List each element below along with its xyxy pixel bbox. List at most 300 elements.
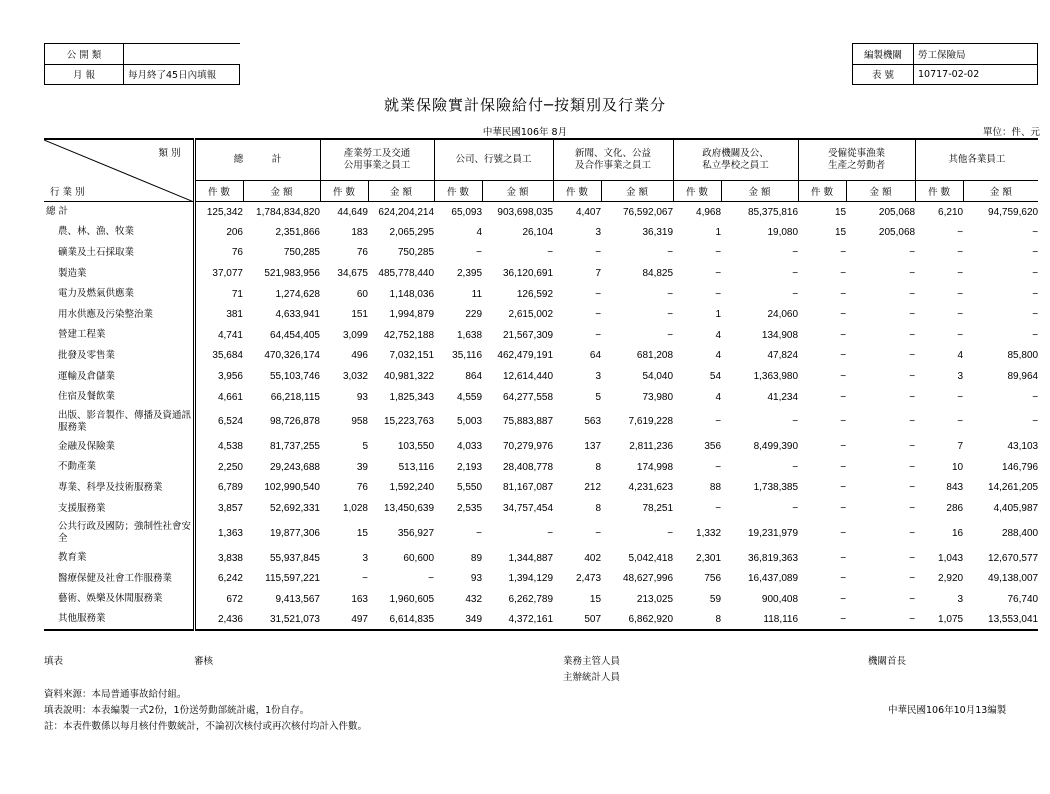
amount-cell: − [1032,309,1039,321]
count-cell: − [476,527,483,539]
count-cell: 6,524 [217,416,243,428]
row-label: 農、林、漁、牧業 [44,222,194,243]
amount-cell: − [667,329,674,341]
amount-cell: 2,351,866 [275,226,320,238]
count-cell: 1,075 [915,610,963,631]
amount-cell: 4,633,941 [275,309,320,321]
amount-cell: 750,285 [283,247,320,259]
count-cell: 151 [351,309,368,321]
group-header-line: 總 [233,154,244,165]
amount-cell: 205,068 [878,226,916,238]
amount-cell: 41,234 [767,391,799,403]
amount-cell: 1,344,887 [508,552,554,564]
footer-supervisor: 業務主管人員 [563,656,621,667]
count-cell: 1,363 [217,527,243,539]
row-label: 醫療保健及社會工作服務業 [44,568,194,589]
amount-cell: 102,990,540 [264,482,320,494]
count-cell: − [840,482,847,494]
count-cell: 59 [709,593,722,605]
count-cell: 34,675 [337,268,368,280]
amount-cell: 4,372,161 [482,610,553,631]
amount-cell: 89,964 [1007,371,1039,383]
count-cell: 4 [476,226,483,238]
group-header-industry [320,139,434,181]
count-cell: 4 [715,350,722,362]
amount-cell: − [909,329,916,341]
count-cell: 3 [595,226,602,238]
amount-cell: 60,600 [403,552,435,564]
count-cell: 3,838 [217,552,243,564]
count-cell: 356 [704,441,722,453]
count-cell: 89 [470,552,483,564]
count-cell: 60 [356,288,368,300]
count-header: 件 數 [798,181,846,202]
group-header-company [434,139,553,181]
amount-cell: 1,394,129 [508,573,554,585]
amount-cell: 34,757,454 [502,503,554,515]
count-cell: 958 [351,416,368,428]
count-cell: 402 [584,552,602,564]
count-cell: 15 [356,527,368,539]
amount-cell: 19,231,979 [748,527,799,539]
amount-cell: 24,060 [767,309,799,321]
group-header-line: 計 [271,154,282,165]
footer-filler: 填表 [44,656,64,667]
amount-cell: 43,103 [1007,441,1039,453]
count-cell: − [840,371,847,383]
count-cell: 76 [356,247,368,259]
amount-cell: 1,363,980 [753,371,799,383]
table-row [44,478,1038,499]
amount-cell: 54,040 [642,371,674,383]
count-cell: 137 [584,441,602,453]
amount-cell: 115,597,221 [265,573,320,585]
amount-cell: − [1032,247,1039,259]
group-header-line: 產業勞工及交通 [343,148,411,159]
count-cell: 4 [957,350,964,362]
amount-cell: 26,104 [522,226,554,238]
count-cell: 381 [226,309,243,321]
count-cell: 2,473 [576,573,602,585]
count-cell: 44,649 [337,206,368,218]
count-cell: 76 [356,482,368,494]
amount-cell: − [547,527,554,539]
amount-cell: 356,927 [397,527,435,539]
amount-header: 金 額 [368,181,434,202]
row-label: 金融及保險業 [44,436,194,457]
amount-cell: − [909,350,916,362]
report-period: 中華民國106年 8月 [482,127,568,138]
amount-cell: 8,499,390 [753,441,799,453]
count-cell: − [715,268,722,280]
row-label: 公共行政及國防；強制性社會安全 [44,519,194,548]
amount-cell: 29,243,688 [269,461,320,473]
row-label: 礦業及土石採取業 [44,243,194,264]
count-cell: 563 [584,416,602,428]
amount-cell: 118,116 [721,610,798,631]
count-cell: 35,684 [212,350,243,362]
count-cell: 183 [351,226,368,238]
table-row [44,548,1038,569]
amount-cell: 7,619,228 [628,416,674,428]
amount-cell: 55,937,845 [269,552,320,564]
count-cell: 3 [957,371,964,383]
amount-cell: 6,614,835 [368,610,434,631]
count-cell: 93 [470,573,483,585]
amount-cell: − [1032,329,1039,341]
group-header-government [673,139,798,181]
group-header-line: 其他各業員工 [948,154,1006,165]
amount-cell: 85,375,816 [748,206,799,218]
amount-cell: 13,553,041 [963,610,1038,631]
table-row [44,610,1038,631]
amount-cell: − [846,610,915,631]
count-cell: 8 [673,610,721,631]
amount-cell: − [1032,226,1039,238]
header-right-value: 勞工保險局 [914,44,1038,65]
count-cell: − [595,309,602,321]
count-cell: 5,550 [456,482,483,494]
amount-cell: 1,784,834,820 [256,206,320,218]
amount-cell: 1,592,240 [389,482,435,494]
amount-cell: 73,980 [642,391,674,403]
table-row [44,243,1038,264]
amount-cell: − [909,503,916,515]
count-cell: − [840,391,847,403]
amount-cell: 1,825,343 [389,391,435,403]
header-right-box [852,43,1038,85]
amount-cell: − [428,573,435,585]
table-row [44,346,1038,367]
amount-cell: 2,615,002 [508,309,554,321]
amount-cell: 21,567,309 [502,329,554,341]
amount-cell: 12,670,577 [988,552,1039,564]
row-label: 製造業 [44,263,194,284]
count-cell: 15 [834,226,847,238]
amount-cell: − [667,247,674,259]
count-cell: 4,033 [456,441,483,453]
amount-cell: − [667,527,674,539]
amount-cell: 174,998 [636,461,674,473]
footer-note-2: 註：本表件數係以每月核付件數統計，不論初次核付或再次核付均計入件數。 [44,721,368,732]
count-cell: 6,210 [938,206,964,218]
amount-cell: 13,450,639 [383,503,435,515]
row-label: 支援服務業 [44,498,194,519]
table-row [44,304,1038,325]
amount-cell: 19,877,306 [269,527,320,539]
count-cell: − [957,247,964,259]
amount-cell: 70,279,976 [502,441,554,453]
row-label: 專業、科學及技術服務業 [44,478,194,499]
count-cell: 212 [584,482,602,494]
count-cell: 1,332 [696,527,722,539]
amount-cell: 750,285 [397,247,435,259]
count-cell: − [840,268,847,280]
count-cell: 8 [595,461,602,473]
amount-cell: 16,437,089 [748,573,799,585]
count-cell: 71 [231,288,243,300]
count-cell: 3 [957,593,964,605]
group-header-line: 生產之勞動者 [828,160,886,171]
amount-cell: − [909,573,916,585]
amount-cell: 64,277,558 [502,391,554,403]
group-header-line: 公用事業之員工 [343,160,411,171]
amount-cell: 66,218,115 [270,391,320,403]
row-label: 出版、影音製作、傳播及資通訊服務業 [44,407,194,436]
count-cell: 39 [356,461,368,473]
count-cell: 4 [715,329,722,341]
amount-cell: 470,326,174 [264,350,320,362]
table-row [44,263,1038,284]
group-header-line: 受僱從事漁業 [828,148,886,159]
table-row [44,436,1038,457]
row-label: 其他服務業 [44,610,194,631]
amount-cell: 681,208 [636,350,674,362]
count-cell: 497 [320,610,368,631]
count-cell: − [957,268,964,280]
report-title: 就業保險實計保險給付─按類別及行業分 [383,96,667,114]
amount-cell: 81,167,087 [502,482,554,494]
amount-cell: 521,983,956 [264,268,320,280]
table-row [44,457,1038,478]
count-cell: − [957,329,964,341]
count-cell: 37,077 [212,268,243,280]
count-cell: 64 [589,350,602,362]
amount-cell: − [909,482,916,494]
count-cell: 864 [465,371,483,383]
count-cell: − [798,610,846,631]
amount-cell: 64,454,405 [269,329,320,341]
table-row [44,498,1038,519]
count-cell: 54 [709,371,722,383]
row-label: 運輸及倉儲業 [44,366,194,387]
count-cell: 125,342 [206,206,243,218]
amount-cell: 6,862,920 [601,610,673,631]
count-cell: 8 [595,503,602,515]
count-cell: − [840,288,847,300]
header-left-label: 月 報 [45,64,124,85]
amount-cell: − [909,391,916,403]
amount-cell: 5,042,418 [628,552,674,564]
header-right-label: 編製機關 [853,44,914,65]
amount-cell: 2,065,295 [389,226,435,238]
count-cell: 6,242 [217,573,243,585]
count-cell: − [595,329,602,341]
count-cell: 7 [957,441,964,453]
amount-cell: 513,116 [398,461,435,473]
count-cell: 163 [351,593,368,605]
row-label: 總 計 [44,202,194,223]
amount-cell: 49,138,007 [988,573,1039,585]
amount-cell: − [792,247,799,259]
count-cell: 206 [226,226,243,238]
amount-cell: − [909,247,916,259]
amount-cell: − [547,247,554,259]
count-cell: 93 [356,391,368,403]
count-cell: − [595,247,602,259]
count-header: 件 數 [553,181,601,202]
count-cell: 432 [465,593,483,605]
count-cell: − [840,552,847,564]
amount-cell: 1,274,628 [275,288,320,300]
group-header-line: 及合作事業之員工 [575,160,652,171]
amount-cell: 52,692,331 [269,503,320,515]
count-cell: − [840,593,847,605]
table-row [44,589,1038,610]
amount-cell: − [792,461,799,473]
amount-cell: − [792,288,799,300]
count-cell: − [840,350,847,362]
row-label: 教育業 [44,548,194,569]
row-label: 批發及零售業 [44,346,194,367]
count-header: 件 數 [673,181,721,202]
count-cell: 65,093 [451,206,483,218]
table-row [44,202,1038,223]
amount-cell: − [909,309,916,321]
count-cell: − [957,416,964,428]
count-cell: 4,661 [217,391,243,403]
table-row [44,568,1038,589]
count-cell: 2,436 [194,610,243,631]
group-header-fishery [798,139,915,181]
table-row [44,366,1038,387]
amount-cell: 4,405,987 [993,503,1039,515]
amount-cell: 1,994,879 [389,309,435,321]
footer-note-1: 填表說明：本表編製一式2份，1份送勞動部統計處，1份自存。 [44,705,310,716]
amount-cell: − [792,268,799,280]
count-cell: − [840,416,847,428]
amount-cell: 288,400 [1001,527,1039,539]
table-row [44,222,1038,243]
count-cell: − [840,329,847,341]
amount-cell: − [909,416,916,428]
data-table [44,138,1038,631]
amount-header: 金 額 [243,181,320,202]
count-cell: − [476,247,483,259]
amount-cell: − [909,371,916,383]
table-body [44,202,1038,631]
count-cell: 16 [951,527,964,539]
count-cell: 1,043 [938,552,964,564]
header-right-value: 10717-02-02 [914,64,1038,85]
amount-cell: 76,592,067 [622,206,674,218]
amount-cell: 134,908 [761,329,799,341]
amount-cell: 146,796 [1001,461,1039,473]
count-cell: − [715,461,722,473]
amount-cell: 15,223,763 [383,416,435,428]
amount-cell: 1,960,605 [389,593,435,605]
corner-top-label: 類 別 [158,148,181,159]
row-label: 用水供應及污染整治業 [44,304,194,325]
table-row [44,407,1038,436]
table-row [44,284,1038,305]
count-cell: 1 [715,309,722,321]
count-header: 件 數 [194,181,243,202]
count-cell: 2,193 [456,461,483,473]
count-cell: 672 [226,593,243,605]
count-cell: − [595,527,602,539]
count-cell: 76 [231,247,243,259]
amount-cell: − [1032,391,1039,403]
amount-cell: 47,824 [767,350,799,362]
amount-cell: 1,738,385 [753,482,799,494]
group-header-line: 公司、行號之員工 [455,154,532,165]
amount-cell: 81,737,255 [269,441,320,453]
amount-cell: 103,550 [397,441,435,453]
amount-cell: − [667,309,674,321]
count-cell: 7 [595,268,602,280]
count-cell: 507 [553,610,601,631]
amount-cell: 213,025 [636,593,674,605]
row-label: 不動產業 [44,457,194,478]
row-label: 電力及燃氣供應業 [44,284,194,305]
count-cell: − [715,288,722,300]
amount-header: 金 額 [963,181,1038,202]
amount-cell: 85,800 [1007,350,1039,362]
amount-cell: − [909,461,916,473]
count-cell: − [840,441,847,453]
amount-cell: 31,521,073 [243,610,320,631]
count-cell: 15 [589,593,602,605]
count-cell: 2,395 [456,268,483,280]
amount-header: 金 額 [846,181,915,202]
amount-cell: 485,778,440 [378,268,435,280]
amount-cell: − [1032,288,1039,300]
amount-cell: 19,080 [767,226,799,238]
count-cell: 3,032 [342,371,368,383]
count-cell: 10 [951,461,964,473]
footer-statistician: 主辦統計人員 [563,672,621,683]
amount-cell: 78,251 [642,503,674,515]
amount-cell: 76,740 [1007,593,1039,605]
count-cell: 843 [946,482,964,494]
count-cell: 2,535 [456,503,483,515]
group-header-other [915,139,1038,181]
amount-cell: 624,204,214 [378,206,435,218]
corner-bottom-label: 行 業 別 [50,187,85,198]
report-unit: 單位：件、元 [982,127,1040,138]
amount-cell: 98,726,878 [269,416,320,428]
count-cell: 3,099 [342,329,368,341]
group-header-news [553,139,673,181]
amount-cell: 1,148,036 [389,288,435,300]
amount-cell: 7,032,151 [389,350,435,362]
count-cell: − [840,527,847,539]
count-cell: − [362,573,368,585]
table-row [44,387,1038,408]
footer-reviewer: 審核 [194,656,214,667]
amount-cell: 205,068 [878,206,916,218]
amount-cell: − [667,288,674,300]
count-cell: 756 [704,573,722,585]
amount-header: 金 額 [721,181,798,202]
count-cell: 3,956 [217,371,243,383]
count-cell: 5 [595,391,602,403]
amount-cell: 462,479,191 [497,350,554,362]
count-cell: − [840,247,847,259]
header-left-box [44,43,240,85]
count-cell: 4,968 [696,206,722,218]
group-header-line: 私立學校之員工 [702,160,769,171]
row-label: 住宿及餐飲業 [44,387,194,408]
amount-cell: 28,408,778 [502,461,554,473]
count-cell: 4,407 [576,206,602,218]
group-header-line: 政府機關及公、 [702,148,769,159]
count-cell: − [715,416,722,428]
count-cell: − [840,503,847,515]
table-row [44,519,1038,548]
amount-cell: 126,592 [516,288,554,300]
